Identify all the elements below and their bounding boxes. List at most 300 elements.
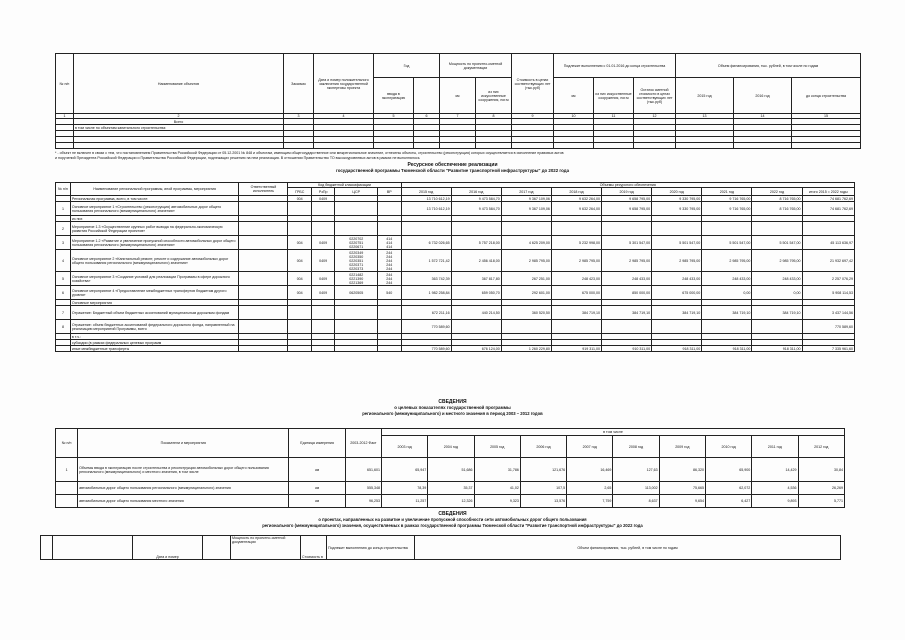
row-value: 9 632 264,00 [551,202,601,216]
row-value [501,320,551,334]
row-vr [378,222,402,236]
row-value: 41,02 [474,482,520,495]
row-value: 770 589,60 [401,320,451,334]
target-year-header: 2011 год [752,436,798,458]
resource-row [56,320,855,334]
col-year-end-header [414,78,440,114]
res-year-header: 2015 год [401,188,451,196]
res-year-header: 2019 год [602,188,652,196]
target-year-header: 2010 год [705,436,751,458]
row-name: Региональная программа, всего, в том числе: [70,196,239,202]
row-value: 9 330 795,00 [652,196,702,202]
row-vr: 244 244 244 244 244 [378,250,402,272]
row-csr [335,306,378,320]
row-value: 127,63 [613,458,659,482]
resource-row [56,272,855,286]
row-value: 0,00 [702,286,752,300]
column-number: 11 [594,114,634,119]
row-name: в т.ч.: [70,334,239,340]
row-value: 1 572 721,42 [401,250,451,272]
resource-row [56,286,855,300]
resource-title-line-1: Ресурсное обеспечение реализации [407,162,498,168]
column-number: 9 [512,114,554,119]
row-value: 78,39 [381,482,427,495]
target-year-header: 2003 год [381,436,427,458]
row-value: 910 311,00 [602,346,652,352]
row-value [451,222,501,236]
row-value: 9 632 264,00 [551,196,601,202]
target-incl-header: в том числе [381,429,844,436]
row-value: 86,320 [659,458,705,482]
row-rzpr: 0409 [311,196,334,202]
row-csr [335,346,378,352]
row-resp [239,346,288,352]
resource-row [56,222,855,236]
row-value: 384 719,10 [602,306,652,320]
row-value: 367 817,80 [451,272,501,286]
col-tail-header: до конца строительства [792,78,861,114]
col-name-header: Наименование объектов [74,54,284,114]
column-number: 8 [476,114,512,119]
row-value: 248 433,00 [602,272,652,286]
row-name: Отражение: объем бюджетных ассигнований федерального дорожного фонда, направленный на реализацию мероприятий Программы, всего [70,320,239,334]
row-name: Всего [74,119,284,125]
row-rzpr: 0409 [311,286,334,300]
row-resp [239,202,288,216]
row-grbs [288,222,311,236]
row-value: 2 985 795,00 [752,250,802,272]
row-value: 4 625 209,00 [501,236,551,250]
svedeniya-2-line-1: СВЕДЕНИЯ [438,511,467,517]
row-value: 26,269 [798,482,844,495]
row-name: из них [70,216,239,222]
res-year-header: 2017 год [501,188,551,196]
row-value: 65,947 [381,458,427,482]
row-vr [378,320,402,334]
row-name: Мероприятие 1.3 «Осуществление крупных работ вывода на федерально-экономическую развития Российской Федерации проектов» [70,222,239,236]
row-value: 2 985 795,00 [702,250,752,272]
row-rzpr [311,306,334,320]
row-value: 113,002 [613,482,659,495]
projects-capacity-header: Мощность по проектно-сметной документации [231,536,301,560]
column-number: 14 [734,114,792,119]
row-grbs: 004 [288,272,311,286]
row-name: Мероприятие 1.2 «Развитие и увеличение пропускной способности автомобильных дорог общего пользования регионального (межмуниципального) значения» [70,236,239,250]
row-value: 7 335 961,60 [802,346,854,352]
row-resp [239,286,288,300]
row-value: 13 710 612,19 [401,202,451,216]
row-rzpr: 0409 [311,236,334,250]
target-unit-header: Единица измерения [289,429,345,458]
target-row [56,482,845,495]
row-value: 850 000,00 [602,286,652,300]
row-resp [239,222,288,236]
col-done-cost-header: Остаток сметной стоимости в ценах соответствующих лет (тыс.руб) [634,78,676,114]
row-value: 2 985 795,00 [652,250,702,272]
row-rzpr: 0409 [311,272,334,286]
row-fact: 651,601 [345,458,381,482]
row-value: 14,429 [752,458,798,482]
row-vr [378,202,402,216]
row-value: 5 501 547,00 [752,236,802,250]
row-vr: 540 [378,286,402,300]
row-vr [378,306,402,320]
res-resp-header: Ответственный исполнитель [239,183,288,196]
row-value: 248 433,00 [752,272,802,286]
row-value: 267 251,00 [501,272,551,286]
row-num [56,495,78,508]
row-num: 7 [56,306,71,320]
row-name: Основные мероприятия [70,300,239,306]
row-grbs [288,202,311,216]
column-number: 5 [374,114,414,119]
row-name: Объемы ввода в эксплуатацию после строительства и реконструкции автомобильных дорог общего пользования регионального (межмуниципального) и местного значения, в том числе [78,458,289,482]
row-value: 9 367 109,06 [501,202,551,216]
row-value: 384 719,10 [551,306,601,320]
row-num [56,482,78,495]
col-done-m-header: из них искусственные сооружения, пог.м [594,78,634,114]
row-value: 8 716 765,00 [752,202,802,216]
column-number: 15 [792,114,861,119]
row-value: 675 000,00 [551,286,601,300]
row-value [702,320,752,334]
res-year-header: 2021 год [702,188,752,196]
row-rzpr [311,346,334,352]
row-value: 9 473 584,70 [451,196,501,202]
row-value: 440 214,50 [451,306,501,320]
target-name-header: Показатели и мероприятия [78,429,289,458]
row-value: 2 985 795,00 [551,250,601,272]
row-resp [239,306,288,320]
row-csr: 0620505 [335,286,378,300]
col-finance-header: Объем финансирования, тыс. рублей, в том числе по годам [676,54,861,78]
row-unit: км [289,458,345,482]
row-num: 1 [56,202,71,216]
row-value [551,222,601,236]
row-num: 4 [56,250,71,272]
projects-cost-header: Стоимость в [301,536,327,560]
row-grbs [288,346,311,352]
row-value: 9 716 765,00 [702,202,752,216]
row-value [501,222,551,236]
row-value: 65,900 [705,458,751,482]
resource-row [56,250,855,272]
row-value: 292 601,00 [501,286,551,300]
row-value [652,222,702,236]
col-cost-header: Стоимость в ценах соответствующих лет (тыс.руб) [512,54,554,114]
row-value: 74 681 762,69 [802,202,854,216]
row-value: 45 113 636,97 [802,236,854,250]
row-grbs: 004 [288,196,311,202]
res-grbs-header: ГРБС [288,188,311,196]
row-value: 770 589,60 [802,320,854,334]
res-year-header: итого 2015 = 2022 годы [802,188,854,196]
row-value: 7,759 [567,495,613,508]
target-year-header: 2005 год [474,436,520,458]
row-value: 659 050,70 [451,286,501,300]
svedeniya-1-title [0,399,905,417]
row-name: Основное мероприятие 1 «Строительство (реконструкция) автомобильных дорог общего пользования регионального (межмуниципального) значения» [70,202,239,216]
row-value: 9 367 109,06 [501,196,551,202]
row-value [752,320,802,334]
projects-date-header: Дата и номер [133,536,203,560]
svedeniya-2-title [0,511,905,529]
row-rzpr: 0409 [311,250,334,272]
column-number: 12 [634,114,676,119]
column-number: 4 [314,114,374,119]
column-number: 2 [74,114,284,119]
row-value: 1 260 229,80 [501,346,551,352]
row-value: 770 589,60 [401,346,451,352]
col-customer-header: Заказчик [284,54,314,114]
row-value: 107,5 [520,482,566,495]
row-value: 9,323 [474,495,520,508]
row-value: 5 501 547,00 [652,236,702,250]
row-fact: 96,253 [345,495,381,508]
row-value: 13,576 [520,495,566,508]
col-2016-header: 2016 год [734,78,792,114]
target-year-header: 2007 год [567,436,613,458]
svedeniya-2-line-3: регионального (межмуниципального) значения, осуществляемых в рамках государственной программы Тюменской области "Развитие транспортной инфраструктуры" до 2022 года [262,523,643,528]
row-value: 2 257 076,29 [802,272,854,286]
row-num: 8 [56,320,71,334]
objects-table [55,53,861,149]
resource-title [0,162,905,174]
column-number: 10 [554,114,594,119]
row-vr [378,346,402,352]
row-value: 21 932 697,42 [802,250,854,272]
row-vr: 244 244 244 [378,272,402,286]
row-fact: 555,348 [345,482,381,495]
row-value: 5 908 114,53 [802,286,854,300]
footnote-line-2: и поручений Президента Российской Федерации и Правительства Российской Федерации, подлежащих решению на нем реализация. В отношении Правительство ТО высокоуровневых актов в рамках не выполнялось [55,156,420,160]
res-year-header: 2018 год [551,188,601,196]
row-value [652,320,702,334]
row-value [602,320,652,334]
row-rzpr [311,202,334,216]
target-year-header: 2006 год [520,436,566,458]
res-codes-header: Код бюджетной классификации [288,183,401,188]
row-grbs: 004 [288,236,311,250]
row-value: 676 124,00 [451,346,501,352]
resource-row [56,236,855,250]
resource-row [56,346,855,352]
row-num: 6 [56,286,71,300]
row-value: 9 658 795,00 [602,202,652,216]
row-num: 3 [56,236,71,250]
row-value: 13 710 612,19 [401,196,451,202]
row-rzpr [311,222,334,236]
row-value: 384 719,10 [752,306,802,320]
row-value: 6,427 [705,495,751,508]
row-value: 30,84 [798,458,844,482]
projects-finance-header: Объем финансирования, тыс. рублей, в том числе по годам [415,536,841,560]
row-name: иные межбюджетные трансферты [70,346,239,352]
row-value: 2 985 795,00 [501,250,551,272]
column-number: 3 [284,114,314,119]
target-table [55,428,845,508]
col-num-header: № п/п [56,54,74,114]
row-value: 51,686 [428,458,474,482]
row-value: 918 311,00 [702,346,752,352]
row-csr: 0221482 0221390 0221369 [335,272,378,286]
row-value: 919 311,00 [551,346,601,352]
row-value: 6 732 026,65 [401,236,451,250]
svedeniya-1-line-1: СВЕДЕНИЯ [438,399,467,405]
row-value: 121,676 [520,458,566,482]
row-csr [335,222,378,236]
row-grbs [288,320,311,334]
row-value: 5,771 [798,495,844,508]
row-resp [239,320,288,334]
target-year-header: 2008 год [613,436,659,458]
res-year-header: 2016 год [451,188,501,196]
row-value: 16,469 [567,458,613,482]
svedeniya-1-line-3: регионального (межмуниципального) и местного значения в период 2003 – 2012 годов [362,411,543,416]
row-unit: км [289,482,345,495]
row-value: 11,257 [381,495,427,508]
res-vr-header: ВР [378,188,402,196]
res-name-header: Наименование региональной программы, иной программы, мероприятия [70,183,239,196]
row-value [802,222,854,236]
res-volumes-header: Объемы ресурсного обеспечения [401,183,854,188]
row-value: 1 982 258,84 [401,286,451,300]
row-name: автомобильных дорог общего пользования регионального (межмуниципального) значения [78,482,289,495]
row-name: субсидии (в рамках федеральных целевых программ [70,340,239,346]
row-name: Основное мероприятие 3 «Создание условий для реализации Программы в сфере дорожного хозяйства» [70,272,239,286]
row-value: 74 681 762,69 [802,196,854,202]
row-value [752,222,802,236]
row-value: 35,37 [428,482,474,495]
row-value: 9 658 795,00 [602,196,652,202]
row-value: 75,665 [659,482,705,495]
row-value: 248 433,00 [702,272,752,286]
svedeniya-1-line-2: о целевых показателях государственной программы [394,405,511,410]
row-csr [335,320,378,334]
target-year-header: 2012 год [798,436,844,458]
row-name: Отражение: Бюджетный объем бюджетных ассигнований муниципальным дорожным фондам [70,306,239,320]
row-name: Основное мероприятие 4 «Предоставление межбюджетных трансфертов бюджетам другого уровня» [70,286,239,300]
row-value: 360 520,50 [501,306,551,320]
row-value: 0,00 [752,286,802,300]
res-year-header: 2022 год [752,188,802,196]
row-resp [239,250,288,272]
row-value: 8 716 765,00 [752,196,802,202]
row-value [451,320,501,334]
row-value: 9 473 584,70 [451,202,501,216]
row-grbs: 004 [288,286,311,300]
row-value: 3 437 144,56 [802,306,854,320]
footnote-line-1: * - объект не включен в связи с тем, что постановлением Правительства Российской Федерации от 05.12.2001 № 848 и объектам, имеющим общегосударственное или межрегиональное значение, отнесены объекты, строительство (реконструкция) которых осуществляется в исполнение правовых актов [55,151,564,155]
row-value: 62,072 [705,482,751,495]
row-value: 9 330 795,00 [652,202,702,216]
row-value: 8,637 [613,495,659,508]
row-num [56,346,71,352]
col-doc-header: Дата и номер положительного заключения государственной экспертизы проекта [314,54,374,114]
svedeniya-2-line-2: о проектах, направленных на развитие и увеличение пропускной способности сети автомобильных дорог общего пользования [318,517,587,522]
row-resp [239,272,288,286]
res-num-header: № п/п [56,183,71,196]
res-csr-header: ЦСР [335,188,378,196]
row-value: 918 311,00 [652,346,702,352]
row-value: 675 000,00 [652,286,702,300]
col-capacity-header: Мощность по проектно-сметной документации [440,54,512,78]
row-value: 2 985 795,00 [602,250,652,272]
row-grbs: 004 [288,250,311,272]
row-value: 918 311,00 [752,346,802,352]
row-value: 384 719,10 [702,306,752,320]
row-num: 1 [56,458,78,482]
target-row [56,495,845,508]
column-number: 13 [676,114,734,119]
row-grbs [288,306,311,320]
row-value: 248 433,00 [652,272,702,286]
row-value: 384 719,10 [652,306,702,320]
row-value: 248 423,00 [551,272,601,286]
row-value: 5 757 218,00 [451,236,501,250]
row-name: автомобильных дорог общего пользования местного значения [78,495,289,508]
table-row [56,143,861,149]
row-value [401,222,451,236]
row-csr [335,202,378,216]
row-value: 2 456 418,00 [451,250,501,272]
row-value: 31,786 [474,458,520,482]
row-value: 9,893 [752,495,798,508]
row-value: 672 211,16 [401,306,451,320]
target-fact-header: 2003-2012 Факт [345,429,381,458]
row-unit: км [289,495,345,508]
column-number: 1 [56,114,74,119]
target-row [56,458,845,482]
row-value: 5 232 998,00 [551,236,601,250]
row-num: 2 [56,222,71,236]
target-num-header: № п/п [56,429,78,458]
target-year-header: 2004 год [428,436,474,458]
column-number: 6 [414,114,440,119]
row-name: в том числе по объектам капитального строительства: [74,125,284,131]
row-csr: 0220702 0220751 0220671 [335,236,378,250]
col-done-km-header: км [554,78,594,114]
row-name: Основное мероприятие 2 «Капитальный ремонт, ремонт и содержание автомобильных дорог общего пользования регионального (межмуниципального) значения» [70,250,239,272]
col-2015-header: 2015 год [676,78,734,114]
row-csr: 0220349 0220350 0220351 0220371 0220373 [335,250,378,272]
row-value [551,320,601,334]
row-vr: 414 414 414 [378,236,402,250]
row-value [602,222,652,236]
row-value: 9 716 765,00 [702,196,752,202]
resource-table [55,182,855,352]
row-rzpr [311,320,334,334]
row-resp [239,236,288,250]
res-rzpr-header: РзПр [311,188,334,196]
projects-done-header: Подлежит выполнению до конца строительства [327,536,415,560]
row-value: 12,326 [428,495,474,508]
row-value: 9,654 [659,495,705,508]
column-number: 7 [440,114,476,119]
projects-table [40,535,841,560]
col-cap-km-header: км [440,78,476,114]
row-value: 363 742,39 [401,272,451,286]
resource-title-line-2: государственной программы Тюменской области "Развитие транспортной инфраструктуры" до 2022 года [335,168,570,173]
target-year-header: 2009 год [659,436,705,458]
res-year-header: 2020 год [652,188,702,196]
col-year-header: Год [374,54,440,78]
row-num: 5 [56,272,71,286]
resource-row [56,306,855,320]
resource-row [56,202,855,216]
row-value: 4,536 [752,482,798,495]
col-done-header: Подлежит выполнению с 01.01.2016 до конца строительства [554,54,676,78]
